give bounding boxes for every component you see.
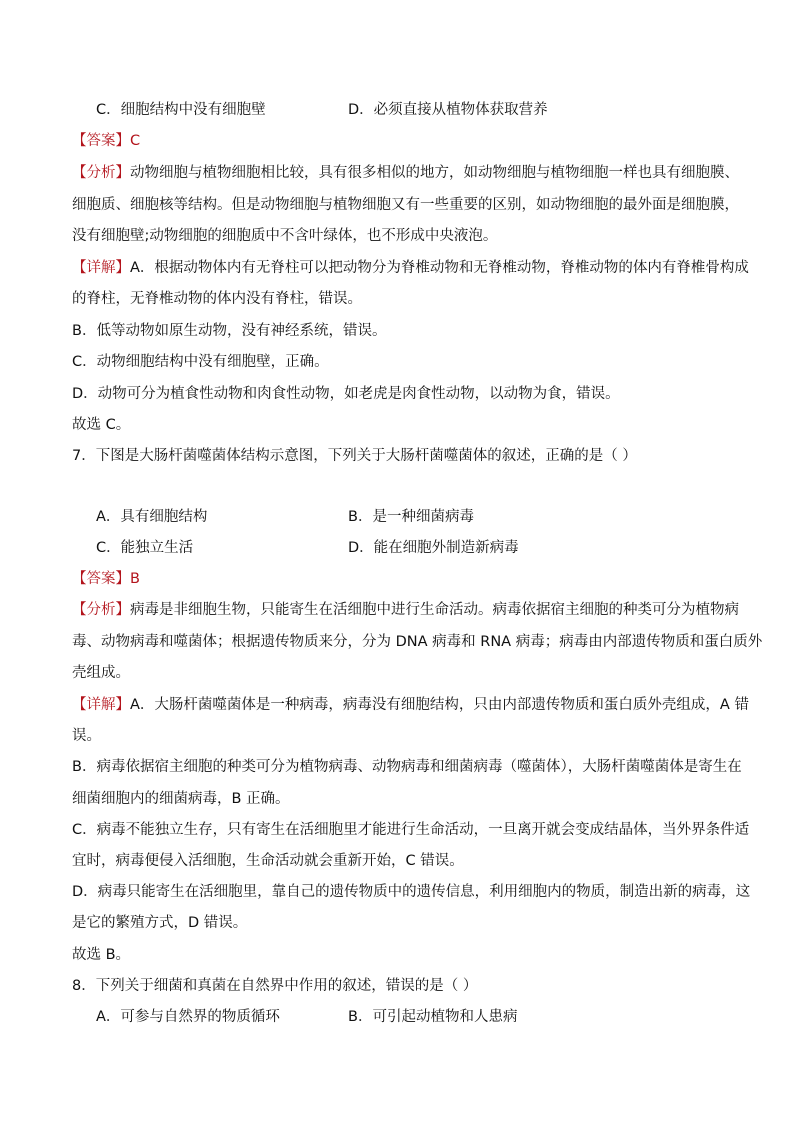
analysis-tag: 【分析】 bbox=[72, 165, 130, 181]
q6-detail-line-1 bbox=[72, 258, 749, 278]
q7-detail-line-1 bbox=[72, 695, 749, 715]
analysis-text: 动物细胞与植物细胞相比较，具有很多相似的地方，如动物细胞与植物细胞一样也具有细胞膜、 bbox=[130, 165, 739, 181]
answer-tag: 【答案】 bbox=[72, 133, 130, 149]
q8-option-b: B．可引起动植物和人患病 bbox=[348, 1009, 518, 1025]
q6-analysis-line-2: 细胞质、细胞核等结构。但是动物细胞与植物细胞又有一些重要的区别，如动物细胞的最外面是细胞膜， bbox=[72, 197, 739, 213]
q6-analysis-line-3: 没有细胞壁;动物细胞的细胞质中不含叶绿体，也不形成中央液泡。 bbox=[72, 228, 498, 244]
q7-analysis-line-2: 毒、动物病毒和噬菌体；根据遗传物质来分，分为 DNA 病毒和 RNA 病毒；病毒由内部遗传物质和蛋白质外 bbox=[72, 634, 763, 650]
q6-option-c: C．细胞结构中没有细胞壁 bbox=[96, 102, 266, 118]
q7-detail-d-2: 是它的繁殖方式，D 错误。 bbox=[72, 915, 248, 931]
q7-analysis-line-1 bbox=[72, 600, 739, 620]
q6-answer-line bbox=[72, 131, 724, 151]
answer-value: B bbox=[130, 571, 140, 587]
q7-option-a: A．具有细胞结构 bbox=[96, 509, 208, 525]
q6-detail-c: C．动物细胞结构中没有细胞壁，正确。 bbox=[72, 354, 329, 370]
q7-option-d: D．能在细胞外制造新病毒 bbox=[348, 540, 519, 556]
q7-detail-d-1: D．病毒只能寄生在活细胞里，靠自己的遗传物质中的遗传信息，利用细胞内的物质，制造出新的病毒，这 bbox=[72, 884, 751, 900]
answer-tag: 【答案】 bbox=[72, 571, 130, 587]
q6-detail-b: B．低等动物如原生动物，没有神经系统，错误。 bbox=[72, 323, 387, 339]
q7-analysis-line-3: 壳组成。 bbox=[72, 665, 130, 681]
q7-detail-line-2: 误。 bbox=[72, 728, 101, 744]
q7-detail-b-1: B．病毒依据宿主细胞的种类可分为植物病毒、动物病毒和细菌病毒（噬菌体），大肠杆菌噬菌体是寄生在 bbox=[72, 759, 742, 775]
detail-tag: 【详解】 bbox=[72, 260, 130, 276]
detail-text: A．根据动物体内有无脊柱可以把动物分为脊椎动物和无脊椎动物，脊椎动物的体内有脊椎骨构成 bbox=[130, 260, 749, 276]
q6-choose: 故选 C。 bbox=[72, 417, 131, 433]
q7-choose: 故选 B。 bbox=[72, 947, 131, 963]
q7-detail-c-2: 宜时，病毒便侵入活细胞，生命活动就会重新开始，C 错误。 bbox=[72, 853, 464, 869]
q8-stem: 8．下列关于细菌和真菌在自然界中作用的叙述，错误的是（ ） bbox=[72, 978, 478, 994]
q6-detail-line-2: 的脊柱，无脊椎动物的体内没有脊柱，错误。 bbox=[72, 291, 362, 307]
q8-option-a: A．可参与自然界的物质循环 bbox=[96, 1009, 280, 1025]
analysis-text: 病毒是非细胞生物，只能寄生在活细胞中进行生命活动。病毒依据宿主细胞的种类可分为植物病 bbox=[130, 602, 739, 618]
q7-answer-line bbox=[72, 569, 724, 589]
q7-option-c: C．能独立生活 bbox=[96, 540, 194, 556]
q6-option-d: D．必须直接从植物体获取营养 bbox=[348, 102, 548, 118]
q6-analysis-line-1 bbox=[72, 163, 739, 183]
detail-text: A．大肠杆菌噬菌体是一种病毒，病毒没有细胞结构，只由内部遗传物质和蛋白质外壳组成，A 错 bbox=[130, 697, 749, 713]
q6-detail-d: D．动物可分为植食性动物和肉食性动物，如老虎是肉食性动物，以动物为食，错误。 bbox=[72, 386, 620, 402]
detail-tag: 【详解】 bbox=[72, 697, 130, 713]
answer-value: C bbox=[130, 133, 141, 149]
analysis-tag: 【分析】 bbox=[72, 602, 130, 618]
q7-detail-b-2: 细菌细胞内的细菌病毒，B 正确。 bbox=[72, 791, 290, 807]
q7-stem: 7．下图是大肠杆菌噬菌体结构示意图，下列关于大肠杆菌噬菌体的叙述，正确的是（ ） bbox=[72, 448, 637, 464]
q7-detail-c-1: C．病毒不能独立生存，只有寄生在活细胞里才能进行生命活动，一旦离开就会变成结晶体，当外界条件适 bbox=[72, 822, 750, 838]
q7-option-b: B．是一种细菌病毒 bbox=[348, 509, 474, 525]
